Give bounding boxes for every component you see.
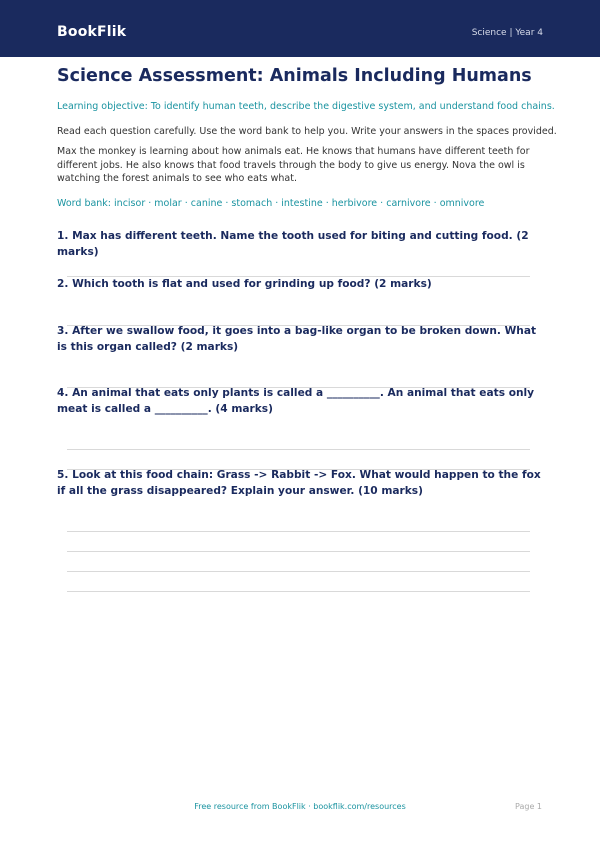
word-bank: Word bank: incisor · molar · canine · stomach · intestine · herbivore · carnivore · omnivore (57, 198, 485, 209)
answer-line[interactable] (67, 571, 530, 572)
answer-line[interactable] (67, 449, 530, 450)
question-5: 5. Look at this food chain: Grass -> Rabbit -> Fox. What would happen to the fox if all the grass disappeared? Explain your answer. (10 marks) (57, 469, 541, 497)
answer-line[interactable] (67, 551, 530, 552)
subject-year-label: Science | Year 4 (471, 28, 543, 38)
answer-line[interactable] (67, 591, 530, 592)
footer-link[interactable]: Free resource from BookFlik · bookflik.com/resources (194, 802, 406, 811)
page-title: Science Assessment: Animals Including Humans (57, 66, 532, 86)
question-4: 4. An animal that eats only plants is called a __________. An animal that eats only meat is called a __________. (4 marks) (57, 387, 535, 415)
page-number: Page 1 (515, 802, 542, 811)
story-paragraph: Max the monkey is learning about how animals eat. He knows that humans have different teeth for different jobs. He also knows that food travels through the body to give us energy. Nova the owl is watching the forest animals to see who eats what. (57, 146, 530, 184)
learning-objective: Learning objective: To identify human teeth, describe the digestive system, and understand food chains. (57, 101, 555, 112)
answer-line[interactable] (67, 531, 530, 532)
question-1: 1. Max has different teeth. Name the tooth used for biting and cutting food. (2 marks) (57, 230, 529, 258)
question-2: 2. Which tooth is flat and used for grinding up food? (2 marks) (57, 278, 432, 290)
page-header (0, 0, 600, 57)
brand-logo[interactable]: BookFlik (57, 24, 127, 40)
instructions-text: Read each question carefully. Use the word bank to help you. Write your answers in the spaces provided. (57, 126, 557, 137)
question-3: 3. After we swallow food, it goes into a bag-like organ to be broken down. What is this organ called? (2 marks) (57, 325, 537, 353)
